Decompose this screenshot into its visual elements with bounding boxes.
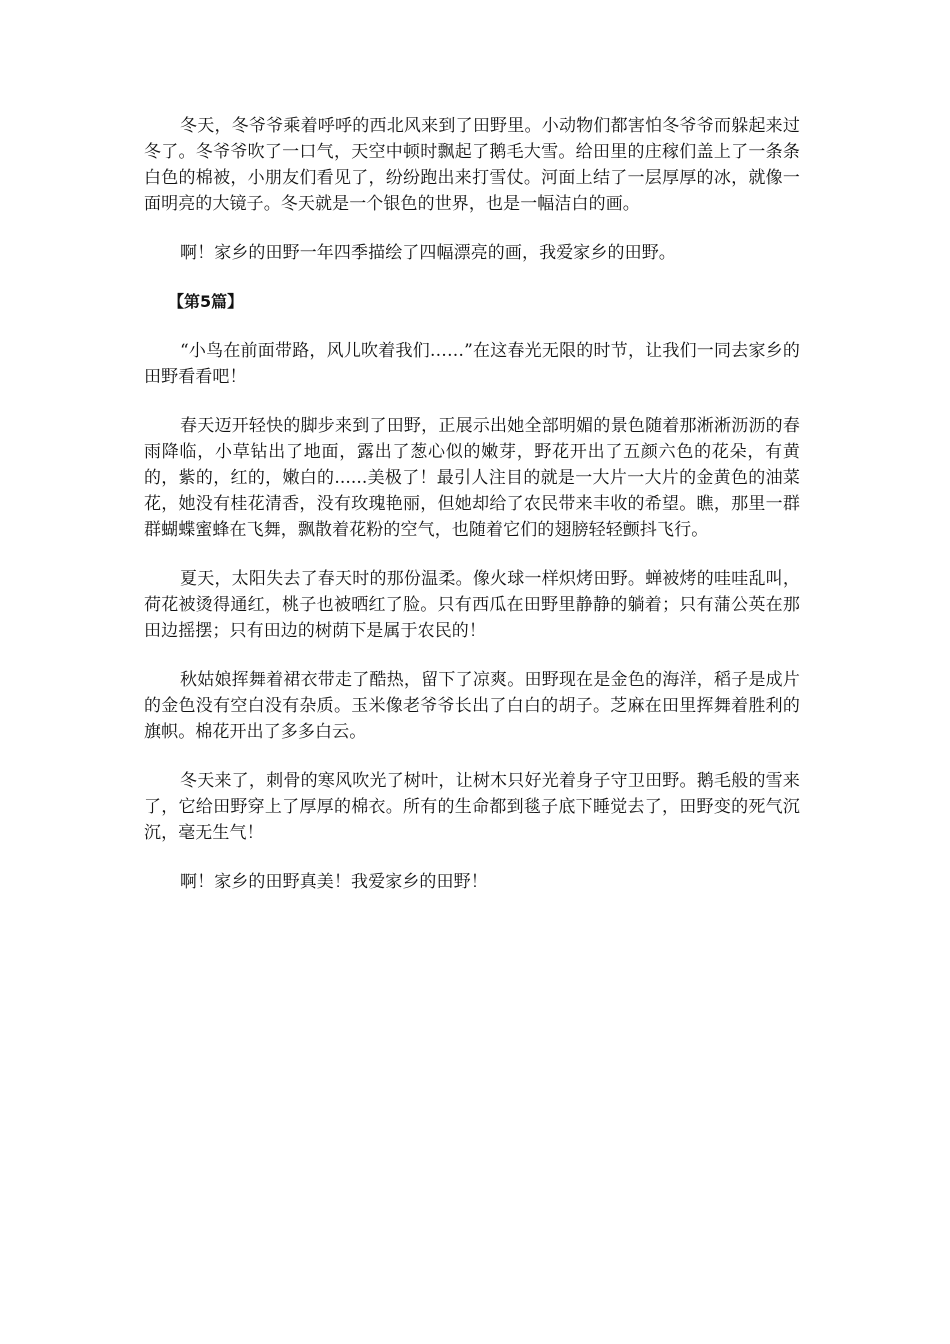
paragraph-conclusion-1: 啊！家乡的田野一年四季描绘了四幅漂亮的画，我爱家乡的田野。 — [180, 243, 676, 263]
paragraph-conclusion-2: 啊！家乡的田野真美！我爱家乡的田野！ — [180, 872, 488, 892]
paragraph-winter-2: 冬天来了，刺骨的寒风吹光了树叶，让树木只好光着身子守卫田野。鹅毛般的雪来了，它给田野穿上了厚厚的棉衣。所有的生命都到毯子底下睡觉去了，田野变的死气沉沉，毫无生气！ — [144, 771, 800, 843]
paragraph-spring: 春天迈开轻快的脚步来到了田野，正展示出她全部明媚的景色随着那淅淅沥沥的春雨降临，小草钻出了地面，露出了葱心似的嫩芽，野花开出了五颜六色的花朵，有黄的，紫的，红的，嫩白的......美极了！最引人注目的就是一大片一大片的金黄色的油菜花，她没有桂花清香，没有玫瑰艳丽，但她却给了农民带来丰收的希望。瞧，那里一群群蝴蝶蜜蜂在飞舞，飘散着花粉的空气，也随着它们的翅膀轻轻颤抖飞行。 — [144, 416, 800, 540]
paragraph-winter-1: 冬天，冬爷爷乘着呼呼的西北风来到了田野里。小动物们都害怕冬爷爷而躲起来过冬了。冬爷爷吹了一口气，天空中顿时飘起了鹅毛大雪。给田里的庄稼们盖上了一条条白色的棉被，小朋友们看见了，纷纷跑出来打雪仗。河面上结了一层厚厚的冰，就像一面明亮的大镜子。冬天就是一个银色的世界，也是一幅洁白的画。 — [144, 116, 800, 214]
paragraph-intro: “小鸟在前面带路，风儿吹着我们……”在这春光无限的时节，让我们一同去家乡的田野看看吧！ — [144, 341, 800, 387]
section-heading: 【第5篇】 — [168, 292, 244, 311]
document-page — [144, 113, 800, 918]
paragraph-summer: 夏天，太阳失去了春天时的那份温柔。像火球一样炽烤田野。蝉被烤的哇哇乱叫，荷花被烫得通红，桃子也被晒红了脸。只有西瓜在田野里静静的躺着；只有蒲公英在那田边摇摆；只有田边的树荫下是属于农民的！ — [144, 569, 800, 641]
paragraph-autumn: 秋姑娘挥舞着裙衣带走了酷热，留下了凉爽。田野现在是金色的海洋，稻子是成片的金色没有空白没有杂质。玉米像老爷爷长出了白白的胡子。芝麻在田里挥舞着胜利的旗帜。棉花开出了多多白云。 — [144, 670, 800, 742]
